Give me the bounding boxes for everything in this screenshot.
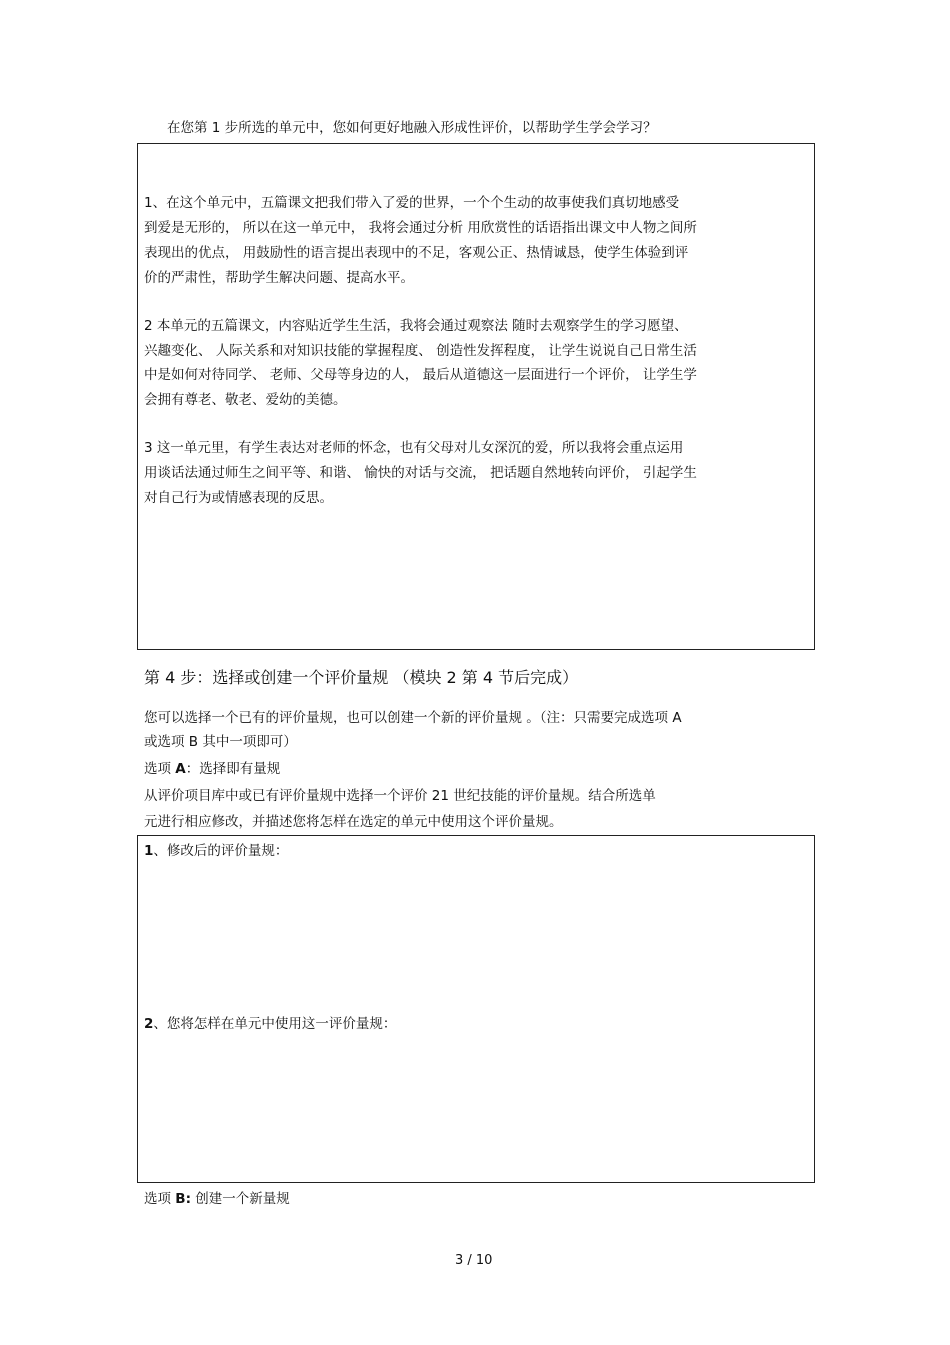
rubric-item1 <box>144 842 288 860</box>
answer-para2-line2: 兴趣变化、 人际关系和对知识技能的掌握程度、 创造性发挥程度， 让学生说说自己日常生活 <box>144 343 697 359</box>
page-number: 3 / 10 <box>455 1253 493 1268</box>
rubric-item1-text: 、修改后的评价量规： <box>153 843 289 859</box>
option-a-label <box>144 760 280 778</box>
answer-para2-line3: 中是如何对待同学、 老师、父母等身边的人， 最后从道德这一层面进行一个评价， 让学生学 <box>144 367 697 383</box>
answer-para1-line4: 价的严肃性，帮助学生解决问题、提高水平。 <box>144 270 414 286</box>
instruction-line1: 从评价项目库中或已有评价量规中选择一个评价 21 世纪技能的评价量规。结合所选单 <box>144 788 656 804</box>
rubric-box <box>137 835 815 1183</box>
option-a-letter: A <box>175 761 186 777</box>
answer-para3-line1: 3 这一单元里，有学生表达对老师的怀念，也有父母对儿女深沉的爱，所以我将会重点运用 <box>144 440 684 456</box>
answer-para2-line1: 2 本单元的五篇课文，内容贴近学生生活，我将会通过观察法 随时去观察学生的学习愿望、 <box>144 318 688 334</box>
answer-para2-line4: 会拥有尊老、敬老、爱幼的美德。 <box>144 392 347 408</box>
option-b-letter: B: <box>175 1191 191 1207</box>
answer-para3-line3: 对自己行为或情感表现的反思。 <box>144 490 333 506</box>
answer-box <box>137 143 815 650</box>
answer-para1-line3: 表现出的优点， 用鼓励性的语言提出表现中的不足，客观公正、热情诚恳，使学生体验到评 <box>144 245 689 261</box>
option-b-label <box>144 1190 290 1208</box>
rubric-item1-num: 1 <box>144 843 154 859</box>
option-b-prefix: 选项 <box>144 1191 176 1207</box>
step4-intro-line1: 您可以选择一个已有的评价量规，也可以创建一个新的评价量规 。（注：只需要完成选项 A <box>144 710 682 726</box>
answer-para1-line1: 1、在这个单元中，五篇课文把我们带入了爱的世界，一个个生动的故事使我们真切地感受 <box>144 195 680 211</box>
step4-heading: 第 4 步：选择或创建一个评价量规 （模块 2 第 4 节后完成） <box>144 668 579 687</box>
answer-para3-line2: 用谈话法通过师生之间平等、和谐、 愉快的对话与交流， 把话题自然地转向评价， 引起学生 <box>144 465 697 481</box>
option-a-prefix: 选项 <box>144 761 176 777</box>
rubric-item2-num: 2 <box>144 1016 154 1032</box>
step4-intro-line2: 或选项 B 其中一项即可） <box>144 734 297 750</box>
option-b-rest: 创建一个新量规 <box>191 1191 290 1207</box>
rubric-item2 <box>144 1015 396 1033</box>
option-a-rest: ：选择即有量规 <box>185 761 281 777</box>
question-text: 在您第 1 步所选的单元中，您如何更好地融入形成性评价，以帮助学生学会学习？ <box>167 120 657 136</box>
answer-para1-line2: 到爱是无形的， 所以在这一单元中， 我将会通过分析 用欣赏性的话语指出课文中人物之间所 <box>144 220 697 236</box>
instruction-line2: 元进行相应修改，并描述您将怎样在选定的单元中使用这个评价量规。 <box>144 814 563 830</box>
rubric-item2-text: 、您将怎样在单元中使用这一评价量规： <box>153 1016 397 1032</box>
